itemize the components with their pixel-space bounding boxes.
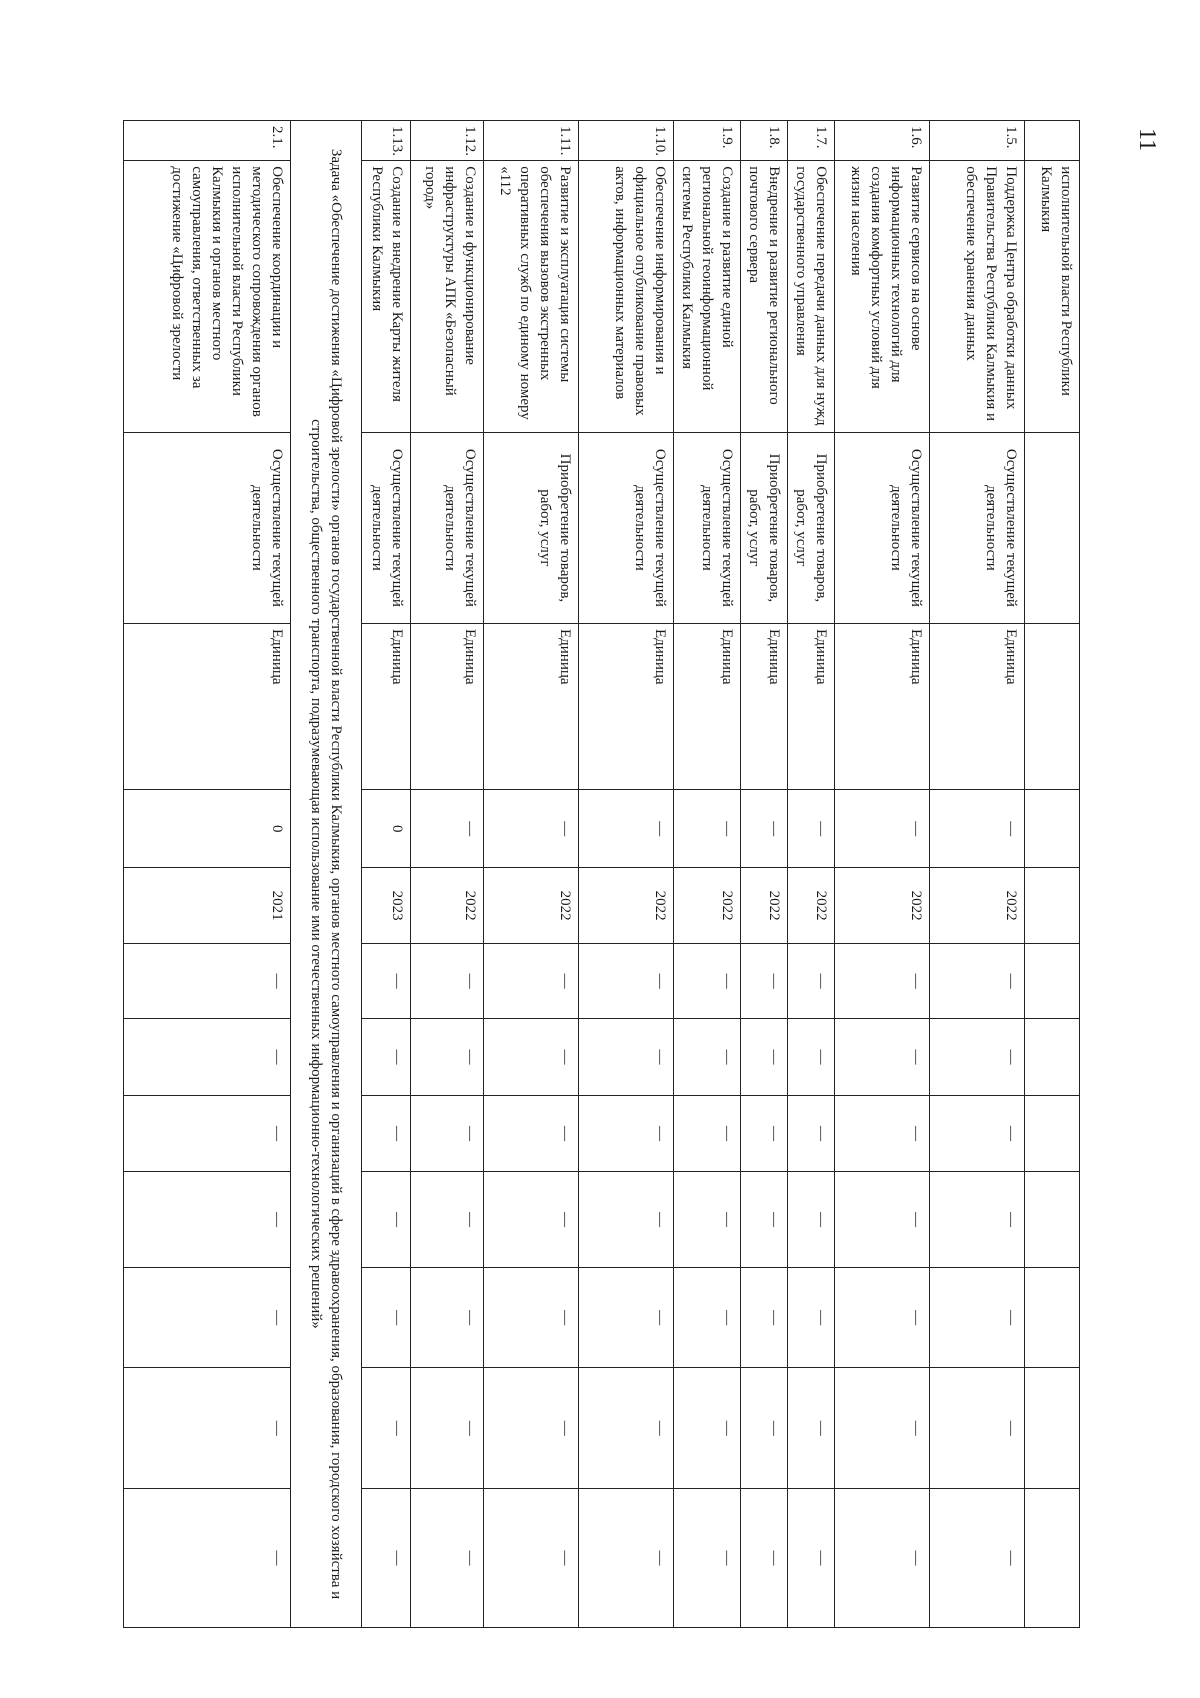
cell-base: — [835,789,930,867]
cell-num: 1.9. [674,121,741,161]
cell-v7: — [362,1489,411,1628]
cell-base: — [411,789,484,867]
cell-v7: — [411,1489,484,1628]
cell-year: 2021 [124,868,291,943]
table-row-continuation [1025,121,1080,1628]
cell-v6: — [124,1368,291,1489]
cell-v7: — [835,1489,930,1628]
table-row [835,121,930,1628]
cell-unit: Единица [788,623,835,789]
cell-v2: — [788,1019,835,1095]
cell-base: — [484,789,579,867]
cell-v3: — [930,1095,1025,1171]
cell-v7: — [930,1489,1025,1628]
cell-v2: — [411,1019,484,1095]
cell-v3: — [788,1095,835,1171]
table-row [484,121,579,1628]
cell-base: — [930,789,1025,867]
cell-name: Поддержка Центра обработки данных Правительства Республики Калмыкия и обеспечение хранения данных [930,161,1025,433]
cell-unit: Единица [362,623,411,789]
cell-v6: — [579,1368,674,1489]
cell-name: исполнительной власти Республики Калмыкия [1025,161,1080,433]
cell-v1: — [741,943,788,1018]
cell-type: Осуществление текущей деятельности [674,432,741,623]
cell-v6: — [674,1368,741,1489]
cell-type: Осуществление текущей деятельности [835,432,930,623]
cell-base: — [741,789,788,867]
cell-year: 2023 [362,868,411,943]
cell-v2: — [484,1019,579,1095]
cell-unit: Единица [411,623,484,789]
cell-v7: — [741,1489,788,1628]
cell-num: 1.12. [411,121,484,161]
table-row [411,121,484,1628]
cell-type: Осуществление текущей деятельности [124,432,291,623]
cell-year: 2022 [788,868,835,943]
cell-v1: — [930,943,1025,1018]
cell-unit: Единица [741,623,788,789]
cell-v7: — [124,1489,291,1628]
cell-unit: Единица [484,623,579,789]
cell-name: Развитие сервисов на основе информационных технологий для создания комфортных условий для жизни населения [835,161,930,433]
task-row [291,121,362,1628]
cell-name: Создание и развитие единой региональной геоинформационной системы Республики Калмыкия [674,161,741,433]
cell-v3: — [741,1095,788,1171]
cell-v1: — [674,943,741,1018]
cell-v4: — [741,1172,788,1268]
cell-v5: — [835,1267,930,1368]
cell-v5: — [788,1267,835,1368]
cell-base: 0 [124,789,291,867]
cell-type: Осуществление текущей деятельности [579,432,674,623]
cell-v7: — [674,1489,741,1628]
cell-v4: — [124,1172,291,1268]
cell-v1: — [124,943,291,1018]
cell-year: 2022 [930,868,1025,943]
cell-v5: — [411,1267,484,1368]
cell-v6: — [741,1368,788,1489]
table-row [930,121,1025,1628]
cell-v4: — [579,1172,674,1268]
cell-v1: — [835,943,930,1018]
table-row [124,121,291,1628]
cell-num: 1.7. [788,121,835,161]
cell-v7: — [579,1489,674,1628]
cell-name: Развитие и эксплуатация системы обеспечения вызовов экстренных оперативных служб по единому номеру «112 [484,161,579,433]
cell-v2: — [674,1019,741,1095]
cell-v4: — [484,1172,579,1268]
cell-num: 1.13. [362,121,411,161]
cell-v5: — [362,1267,411,1368]
cell-year: 2022 [674,868,741,943]
cell-unit: Единица [579,623,674,789]
table-row [741,121,788,1628]
cell-year: 2022 [484,868,579,943]
cell-v3: — [579,1095,674,1171]
cell-v6: — [362,1368,411,1489]
cell-type: Приобретение товаров, работ, услуг [484,432,579,623]
cell-v5: — [484,1267,579,1368]
cell-type: Осуществление текущей деятельности [362,432,411,623]
cell-name: Создание и функционирование инфраструктуры АПК «Безопасный город» [411,161,484,433]
cell-v3: — [835,1095,930,1171]
cell-v1: — [579,943,674,1018]
cell-v6: — [484,1368,579,1489]
cell-num: 1.8. [741,121,788,161]
cell-name: Внедрение и развитие регионального почтового сервера [741,161,788,433]
cell-name: Создание и внедрение Карты жителя Республики Калмыкия [362,161,411,433]
rotated-table-container [140,120,1080,1628]
cell-unit: Единица [124,623,291,789]
table-row [674,121,741,1628]
cell-v6: — [788,1368,835,1489]
cell-base: — [579,789,674,867]
cell-v3: — [674,1095,741,1171]
cell-v7: — [788,1489,835,1628]
cell-v1: — [484,943,579,1018]
cell-type: Осуществление текущей деятельности [411,432,484,623]
cell-v6: — [411,1368,484,1489]
cell-v1: — [788,943,835,1018]
cell-num: 1.10. [579,121,674,161]
cell-num: 2.1. [124,121,291,161]
cell-num: 1.11. [484,121,579,161]
cell-name: Обеспечение координации и методического сопровождения органов исполнительной власти Республики Калмыкия и органов местного самоуправления, ответственных за достижение «Цифровой зрелости [124,161,291,433]
cell-v3: — [362,1095,411,1171]
cell-base: 0 [362,789,411,867]
cell-v5: — [579,1267,674,1368]
cell-year: 2022 [411,868,484,943]
table-body [124,121,1080,1628]
cell-base: — [674,789,741,867]
cell-v4: — [930,1172,1025,1268]
cell-v3: — [124,1095,291,1171]
cell-v3: — [411,1095,484,1171]
cell-v1: — [362,943,411,1018]
cell-name: Обеспечение передачи данных для нужд государственного управления [788,161,835,433]
table-row [362,121,411,1628]
cell-v4: — [411,1172,484,1268]
cell-year: 2022 [579,868,674,943]
cell-v2: — [835,1019,930,1095]
cell-year: 2022 [741,868,788,943]
cell-unit: Единица [835,623,930,789]
cell-v4: — [788,1172,835,1268]
cell-v6: — [930,1368,1025,1489]
cell-v2: — [362,1019,411,1095]
task-text: Задача «Обеспечение достижения «Цифровой зрелости» органов государственной власти Республики Калмыкия, органов местного самоуправления и организаций в сфере здравоохранения, образования, городского хозяйства и строительства, общественного транспорта, подразумевающая использование ими отечественных информационно-технологических решений» [291,121,362,1628]
cell-v6: — [835,1368,930,1489]
cell-type: Приобретение товаров, работ, услуг [741,432,788,623]
cell-year: 2022 [835,868,930,943]
cell-v1: — [411,943,484,1018]
cell-v5: — [124,1267,291,1368]
cell-v5: — [741,1267,788,1368]
table-row [788,121,835,1628]
indicators-table [123,120,1080,1628]
cell-v4: — [362,1172,411,1268]
cell-unit: Единица [674,623,741,789]
cell-num: 1.6. [835,121,930,161]
cell-v4: — [674,1172,741,1268]
cell-v3: — [484,1095,579,1171]
cell-type: Осуществление текущей деятельности [930,432,1025,623]
cell-v2: — [741,1019,788,1095]
cell-num: 1.5. [930,121,1025,161]
cell-type: Приобретение товаров, работ, услуг [788,432,835,623]
table-row [579,121,674,1628]
cell-v2: — [579,1019,674,1095]
cell-name: Обеспечение информирования и официальное опубликование правовых актов, информационных материалов [579,161,674,433]
cell-v4: — [835,1172,930,1268]
cell-base: — [788,789,835,867]
page-number: 11 [1134,128,1160,152]
cell-v2: — [124,1019,291,1095]
cell-v7: — [484,1489,579,1628]
cell-v5: — [930,1267,1025,1368]
cell-v2: — [930,1019,1025,1095]
cell-unit: Единица [930,623,1025,789]
cell-num [1025,121,1080,161]
cell-v5: — [674,1267,741,1368]
